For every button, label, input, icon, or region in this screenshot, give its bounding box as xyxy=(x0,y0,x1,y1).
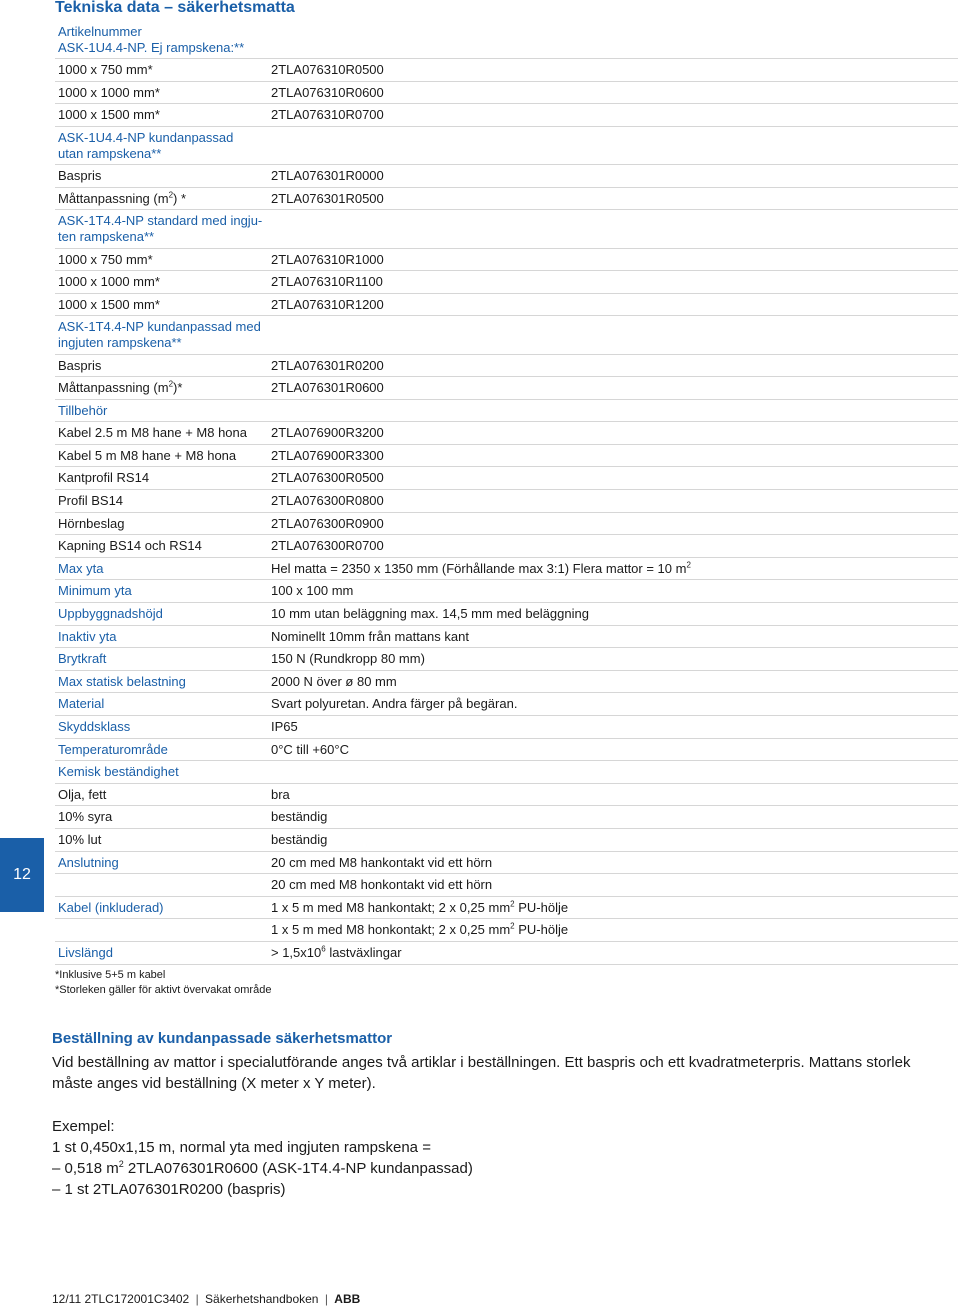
row-label: Skyddsklass xyxy=(55,716,271,739)
row-value: 2TLA076301R0200 xyxy=(271,354,958,377)
row-value: 2TLA076310R1200 xyxy=(271,293,958,316)
doc-number: 2TLC172001C3402 xyxy=(84,1292,190,1306)
row-label: Livslängd xyxy=(55,941,271,964)
table-row xyxy=(55,422,958,445)
row-label: Brytkraft xyxy=(55,648,271,671)
section-row xyxy=(55,399,958,422)
row-label: Uppbyggnadshöjd xyxy=(55,603,271,626)
row-label: Max statisk belastning xyxy=(55,670,271,693)
example-line: – 1 st 2TLA076301R0200 (baspris) xyxy=(52,1181,286,1198)
row-value: 2TLA076300R0800 xyxy=(271,490,958,513)
row-value: 0°C till +60°C xyxy=(271,738,958,761)
row-label: 1000 x 750 mm* xyxy=(55,59,271,82)
table-row xyxy=(55,271,958,294)
row-value: 2TLA076301R0500 xyxy=(271,187,958,210)
row-value xyxy=(271,316,958,354)
table-row xyxy=(55,919,958,942)
row-label: Inaktiv yta xyxy=(55,625,271,648)
table-row xyxy=(55,738,958,761)
section-label: ASK-1T4.4-NP standard med ingju- ten rampskena** xyxy=(55,210,271,248)
row-value: 1 x 5 m med M8 hankontakt; 2 x 0,25 $mm^2$ PU-hölje xyxy=(271,896,958,919)
row-value xyxy=(271,399,958,422)
section-label: Tillbehör xyxy=(55,399,271,422)
row-value: 20 cm med M8 hankontakt vid ett hörn xyxy=(271,851,958,874)
order-text: Vid beställning av mattor i specialutförande anges två artiklar i beställningen. Ett baspris och ett kvadratmeterpris. Mattans storlek måste anges vid beställning (X meter x Y meter). xyxy=(52,1054,911,1092)
table-row xyxy=(55,377,958,400)
table-row xyxy=(55,670,958,693)
row-label: 1000 x 1500 mm* xyxy=(55,293,271,316)
table-row xyxy=(55,512,958,535)
book-title: Säkerhetshandboken xyxy=(205,1292,319,1306)
table-row xyxy=(55,535,958,558)
example-block xyxy=(52,1116,473,1200)
row-value xyxy=(271,21,958,59)
row-label: Kabel (inkluderad) xyxy=(55,896,271,919)
table-row xyxy=(55,603,958,626)
section-row xyxy=(55,21,958,59)
section-row xyxy=(55,761,958,784)
table-row xyxy=(55,248,958,271)
row-label: Olja, fett xyxy=(55,783,271,806)
row-value: 2TLA076310R0500 xyxy=(271,59,958,82)
section-label: ASK-1T4.4-NP kundanpassad med ingjuten rampskena** xyxy=(55,316,271,354)
table-row xyxy=(55,81,958,104)
table-row xyxy=(55,648,958,671)
spec-table xyxy=(55,21,958,965)
table-row xyxy=(55,874,958,897)
page-number: 12/11 xyxy=(52,1292,82,1306)
row-label: Minimum yta xyxy=(55,580,271,603)
example-heading: Exempel: xyxy=(52,1118,115,1135)
table-row xyxy=(55,693,958,716)
row-label: Måttanpassning $(m^2)*$ xyxy=(55,377,271,400)
table-row xyxy=(55,580,958,603)
chapter-tab: 12 xyxy=(0,838,44,912)
table-row xyxy=(55,293,958,316)
row-value: 2TLA076310R0600 xyxy=(271,81,958,104)
row-value: 2000 N över ø 80 mm xyxy=(271,670,958,693)
row-value: IP65 xyxy=(271,716,958,739)
row-value: 2TLA076310R0700 xyxy=(271,104,958,127)
spec-table-body xyxy=(55,21,958,964)
table-row xyxy=(55,165,958,188)
order-heading: Beställning av kundanpassade säkerhetsmattor xyxy=(52,1030,393,1047)
row-label: Baspris xyxy=(55,354,271,377)
row-value: bra xyxy=(271,783,958,806)
row-label: 1000 x 750 mm* xyxy=(55,248,271,271)
footer-separator: | xyxy=(195,1292,199,1306)
row-label: 1000 x 1500 mm* xyxy=(55,104,271,127)
table-row xyxy=(55,806,958,829)
row-label xyxy=(55,874,271,897)
page-footer xyxy=(52,1292,360,1306)
row-label: 10% syra xyxy=(55,806,271,829)
row-label: Hörnbeslag xyxy=(55,512,271,535)
row-value: Nominellt 10mm från mattans kant xyxy=(271,625,958,648)
table-row xyxy=(55,354,958,377)
section-label: Artikelnummer ASK-1U4.4-NP. Ej rampskena:** xyxy=(55,21,271,59)
table-row xyxy=(55,59,958,82)
row-value: 1 x 5 m med M8 honkontakt; 2 x 0,25 $mm^2$ PU-hölje xyxy=(271,919,958,942)
row-value: 2TLA076300R0700 xyxy=(271,535,958,558)
table-row xyxy=(55,851,958,874)
row-value xyxy=(271,126,958,164)
row-label: Baspris xyxy=(55,165,271,188)
row-value: beständig xyxy=(271,828,958,851)
row-label: Max yta xyxy=(55,557,271,580)
row-value: 10 mm utan beläggning max. 14,5 mm med beläggning xyxy=(271,603,958,626)
row-label: Måttanpassning $(m^2)$ * xyxy=(55,187,271,210)
brand-name: ABB xyxy=(334,1292,361,1306)
row-label: 1000 x 1000 mm* xyxy=(55,81,271,104)
row-label: Kabel 2.5 m M8 hane + M8 hona xyxy=(55,422,271,445)
row-value: 2TLA076301R0000 xyxy=(271,165,958,188)
table-row xyxy=(55,467,958,490)
row-value: 20 cm med M8 honkontakt vid ett hörn xyxy=(271,874,958,897)
table-row xyxy=(55,557,958,580)
table-row xyxy=(55,716,958,739)
row-label: Temperaturområde xyxy=(55,738,271,761)
row-value: 100 x 100 mm xyxy=(271,580,958,603)
row-value: 150 N (Rundkropp 80 mm) xyxy=(271,648,958,671)
row-value: 2TLA076900R3300 xyxy=(271,444,958,467)
footnotes xyxy=(55,968,271,998)
row-value: 2TLA076301R0600 xyxy=(271,377,958,400)
row-value: 2TLA076300R0900 xyxy=(271,512,958,535)
row-value: Hel matta = 2350 x 1350 mm (Förhållande max 3:1) Flera mattor = 10 $m^2$ xyxy=(271,557,958,580)
table-row xyxy=(55,625,958,648)
row-label: Kapning BS14 och RS14 xyxy=(55,535,271,558)
table-row xyxy=(55,896,958,919)
row-value: beständig xyxy=(271,806,958,829)
table-row xyxy=(55,187,958,210)
section-row xyxy=(55,316,958,354)
table-row xyxy=(55,490,958,513)
footnote: *Inklusive 5+5 m kabel xyxy=(55,969,166,981)
footer-separator: | xyxy=(324,1292,328,1306)
example-line: – 0,518 $m^2$ 2TLA076301R0600 (ASK-1T4.4-NP kundanpassad) xyxy=(52,1159,473,1177)
row-value xyxy=(271,761,958,784)
row-label: Kantprofil RS14 xyxy=(55,467,271,490)
table-row xyxy=(55,783,958,806)
row-label: Profil BS14 xyxy=(55,490,271,513)
row-label: 10% lut xyxy=(55,828,271,851)
row-label: 1000 x 1000 mm* xyxy=(55,271,271,294)
section-label: Kemisk beständighet xyxy=(55,761,271,784)
section-label: ASK-1U4.4-NP kundanpassad utan rampskena** xyxy=(55,126,271,164)
row-value: 2TLA076310R1100 xyxy=(271,271,958,294)
example-line: 1 st 0,450x1,15 m, normal yta med ingjuten rampskena = xyxy=(52,1139,431,1156)
section-row xyxy=(55,126,958,164)
row-label xyxy=(55,919,271,942)
page-title: Tekniska data – säkerhetsmatta xyxy=(55,0,295,16)
row-value: 2TLA076300R0500 xyxy=(271,467,958,490)
row-label: Material xyxy=(55,693,271,716)
row-value: 2TLA076310R1000 xyxy=(271,248,958,271)
table-row xyxy=(55,444,958,467)
footnote: *Storleken gäller för aktivt övervakat område xyxy=(55,984,272,996)
row-label: Kabel 5 m M8 hane + M8 hona xyxy=(55,444,271,467)
row-value: Svart polyuretan. Andra färger på begäran. xyxy=(271,693,958,716)
row-value xyxy=(271,210,958,248)
section-row xyxy=(55,210,958,248)
row-value: 2TLA076900R3200 xyxy=(271,422,958,445)
table-row xyxy=(55,828,958,851)
row-label: Anslutning xyxy=(55,851,271,874)
table-row xyxy=(55,104,958,127)
table-row xyxy=(55,941,958,964)
row-value: > $1,5x10^6$ lastväxlingar xyxy=(271,941,958,964)
